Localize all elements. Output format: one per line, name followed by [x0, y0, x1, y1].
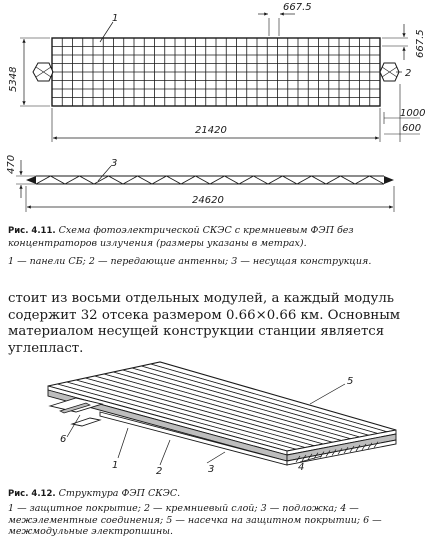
caption-4-11-text: Схема фотоэлектрической СКЭС с кремниевым ФЭП без концентраторов излучения (размеры указаны в метрах). — [8, 225, 354, 249]
cell-structure — [48, 362, 396, 465]
caption-4-12-text: Структура ФЭП СКЭС. — [58, 488, 181, 499]
dim-total-length — [26, 186, 394, 212]
callout-truss — [98, 158, 117, 181]
callout-3: 3 — [111, 158, 118, 169]
caption-4-12-label: Рис. 4.12. — [8, 489, 56, 499]
body-paragraph: стоит из восьми отдельных модулей, а каждый модуль содержит 32 отсека размером 0.66×0.66 км. Основным материалом несущей конструкции станции является углепласт. — [8, 291, 401, 356]
solar-panel-grid — [52, 38, 380, 106]
caption-4-11 — [8, 225, 428, 249]
dim-5348: 5348 — [8, 66, 19, 92]
dim-1000: 1000 — [400, 108, 426, 119]
dim-21420: 21420 — [195, 125, 227, 136]
dim-600: 600 — [402, 123, 422, 134]
callout-2b: 2 — [156, 466, 163, 477]
callout-2: 2 — [405, 68, 412, 79]
callout-4b: 4 — [298, 462, 305, 473]
dim-24620: 24620 — [192, 195, 224, 206]
antenna-left — [33, 63, 53, 81]
legend-4-11: 1 — панели СБ; 2 — передающие антенны; 3 — несущая конструкция. — [8, 256, 372, 267]
callout-6: 6 — [60, 434, 67, 445]
caption-4-11-label: Рис. 4.11. — [8, 226, 56, 236]
callout-1: 1 — [112, 13, 119, 24]
dim-667-h: 667.5 — [283, 2, 312, 13]
callout-3b: 3 — [208, 464, 215, 475]
dim-667-v: 667.5 — [415, 29, 426, 58]
caption-4-12 — [8, 488, 428, 501]
dim-cell-top — [258, 2, 312, 36]
legend-4-12: 1 — защитное покрытие; 2 — кремниевый слой; 3 — подложка; 4 — межэлементные соединения; 5 — насечка на защитном покрытии; 6 — межмодульные электропшины. — [8, 503, 382, 537]
dim-cell-right — [382, 24, 426, 60]
callout-5: 5 — [347, 376, 354, 387]
dim-470: 470 — [6, 154, 17, 174]
callout-1b: 1 — [112, 460, 119, 471]
truss — [26, 176, 394, 184]
dim-truss-height — [6, 155, 36, 198]
